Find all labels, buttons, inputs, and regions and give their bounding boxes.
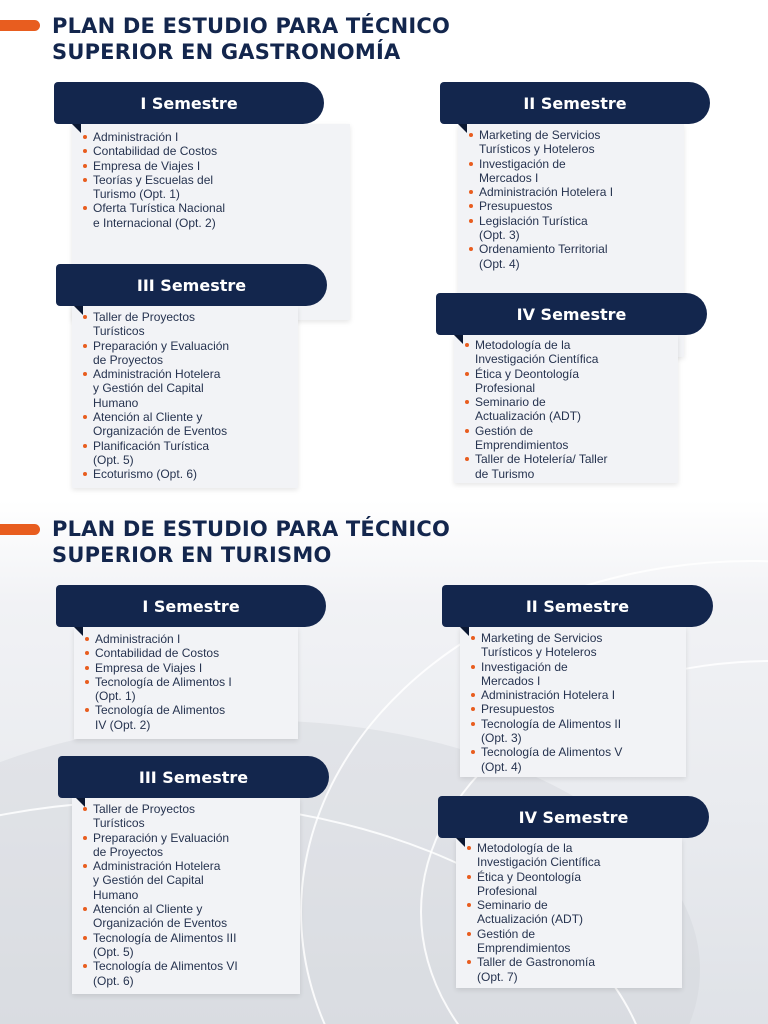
section-title — [52, 13, 450, 65]
subject-list — [82, 802, 292, 988]
subject-item: Taller de Proyectos Turísticos — [82, 310, 290, 339]
subject-item: Empresa de Viajes I — [84, 661, 290, 675]
subject-item: Gestión de Emprendimientos — [464, 424, 670, 453]
semester-header: I Semestre — [56, 585, 326, 627]
subject-item: Administración Hotelera y Gestión del Capital Humano — [82, 859, 292, 902]
subject-item: Administración Hotelera I — [470, 688, 678, 702]
semester-header: III Semestre — [58, 756, 329, 798]
subject-item: Metodología de la Investigación Científica — [466, 841, 674, 870]
subject-item: Taller de Hotelería/ Taller de Turismo — [464, 452, 670, 481]
semester-header: I Semestre — [54, 82, 324, 124]
subject-list-box — [460, 627, 686, 777]
subject-list-box — [74, 627, 298, 739]
section-accent-bar — [0, 524, 40, 535]
subject-item: Investigación de Mercados I — [468, 157, 676, 186]
subject-list-box — [72, 798, 300, 994]
section-title-line: SUPERIOR EN TURISMO — [52, 543, 332, 567]
subject-item: Atención al Cliente y Organización de Eventos — [82, 902, 292, 931]
subject-list — [82, 130, 342, 230]
subject-list — [468, 128, 676, 271]
subject-item: Tecnología de Alimentos I (Opt. 1) — [84, 675, 290, 704]
subject-item: Atención al Cliente y Organización de Eventos — [82, 410, 290, 439]
subject-item: Tecnología de Alimentos V (Opt. 4) — [470, 745, 678, 774]
subject-list — [466, 841, 674, 984]
subject-item: Taller de Gastronomía (Opt. 7) — [466, 955, 674, 984]
semester-header: IV Semestre — [436, 293, 707, 335]
subject-item: Taller de Proyectos Turísticos — [82, 802, 292, 831]
subject-item: Presupuestos — [470, 702, 678, 716]
subject-item: Administración Hotelera I — [468, 185, 676, 199]
semester-header: II Semestre — [442, 585, 713, 627]
subject-item: Contabilidad de Costos — [84, 646, 290, 660]
subject-item: Tecnología de Alimentos IV (Opt. 2) — [84, 703, 290, 732]
subject-item: Tecnología de Alimentos II (Opt. 3) — [470, 717, 678, 746]
subject-item: Planificación Turística (Opt. 5) — [82, 439, 290, 468]
subject-list — [464, 338, 670, 481]
subject-item: Empresa de Viajes I — [82, 159, 342, 173]
section-title-line: SUPERIOR EN GASTRONOMÍA — [52, 40, 401, 64]
subject-list — [470, 631, 678, 774]
subject-item: Investigación de Mercados I — [470, 660, 678, 689]
subject-item: Teorías y Escuelas del Turismo (Opt. 1) — [82, 173, 342, 202]
subject-item: Ética y Deontología Profesional — [464, 367, 670, 396]
subject-item: Preparación y Evaluación de Proyectos — [82, 339, 290, 368]
subject-item: Marketing de Servicios Turísticos y Hoteleros — [470, 631, 678, 660]
section-title-line: PLAN DE ESTUDIO PARA TÉCNICO — [52, 517, 451, 541]
subject-item: Ordenamiento Territorial (Opt. 4) — [468, 242, 676, 271]
section-accent-bar — [0, 20, 40, 31]
subject-item: Preparación y Evaluación de Proyectos — [82, 831, 292, 860]
subject-item: Gestión de Emprendimientos — [466, 927, 674, 956]
subject-item: Ecoturismo (Opt. 6) — [82, 467, 290, 481]
subject-item: Marketing de Servicios Turísticos y Hoteleros — [468, 128, 676, 157]
subject-list — [84, 632, 290, 732]
section-title-line: PLAN DE ESTUDIO PARA TÉCNICO — [52, 14, 451, 38]
semester-header: IV Semestre — [438, 796, 709, 838]
subject-item: Administración Hotelera y Gestión del Capital Humano — [82, 367, 290, 410]
subject-item: Ética y Deontología Profesional — [466, 870, 674, 899]
subject-list-box — [454, 335, 678, 483]
semester-header: II Semestre — [440, 82, 710, 124]
subject-item: Tecnología de Alimentos VI (Opt. 6) — [82, 959, 292, 988]
subject-list-box — [456, 838, 682, 988]
subject-item: Legislación Turística (Opt. 3) — [468, 214, 676, 243]
subject-item: Administración I — [84, 632, 290, 646]
subject-item: Oferta Turística Nacional e Internacional (Opt. 2) — [82, 201, 342, 230]
subject-list — [82, 310, 290, 482]
subject-item: Seminario de Actualización (ADT) — [464, 395, 670, 424]
subject-item: Presupuestos — [468, 199, 676, 213]
subject-item: Tecnología de Alimentos III (Opt. 5) — [82, 931, 292, 960]
subject-list-box — [72, 306, 298, 488]
subject-item: Administración I — [82, 130, 342, 144]
section-title — [52, 516, 450, 568]
subject-item: Contabilidad de Costos — [82, 144, 342, 158]
subject-item: Metodología de la Investigación Científica — [464, 338, 670, 367]
semester-header: III Semestre — [56, 264, 327, 306]
subject-item: Seminario de Actualización (ADT) — [466, 898, 674, 927]
